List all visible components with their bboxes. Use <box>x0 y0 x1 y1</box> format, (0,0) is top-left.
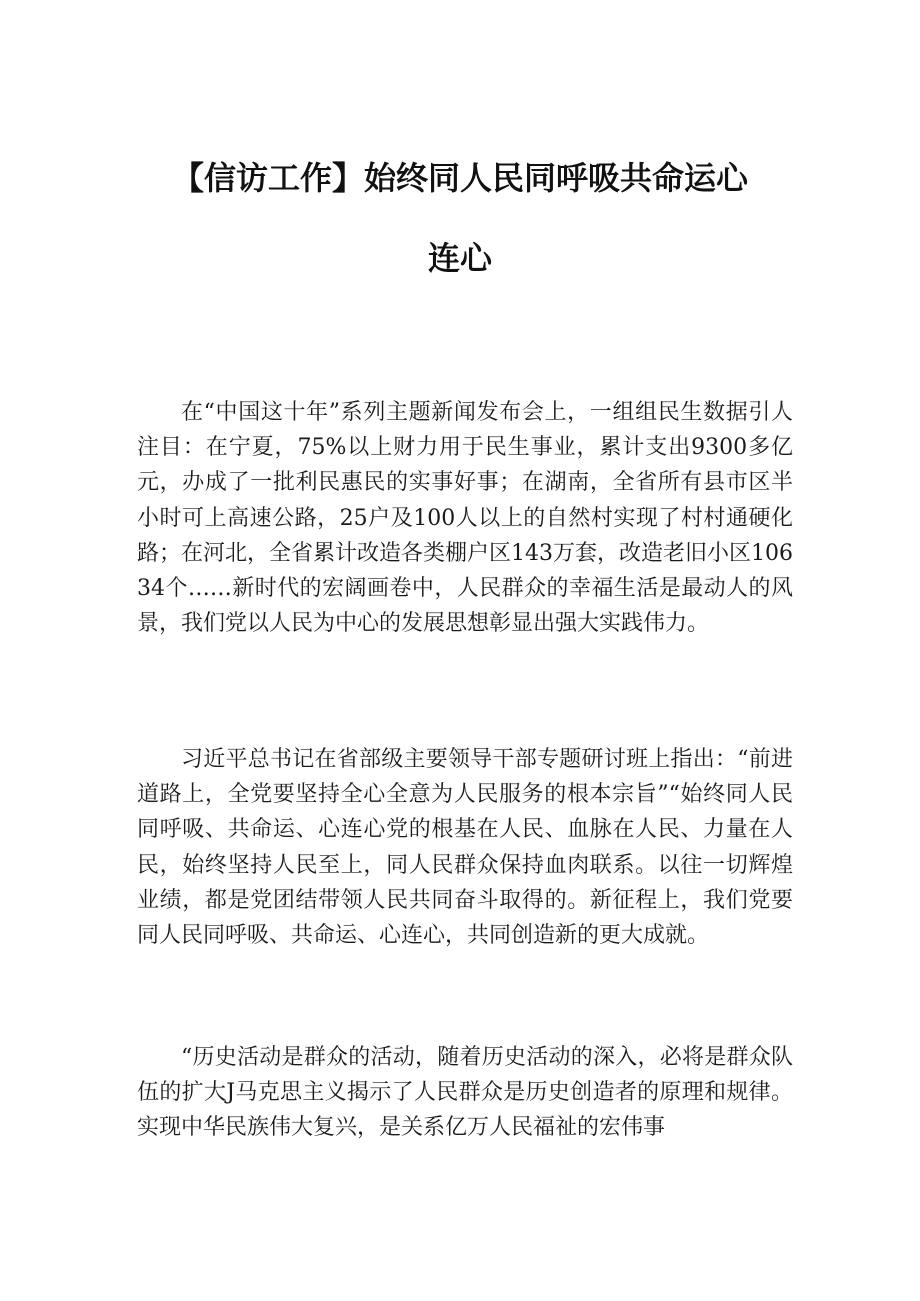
document-title-line-1: 【信访工作】始终同人民同呼吸共命运心 <box>171 159 748 197</box>
document-title-line-2: 连心 <box>427 239 492 277</box>
body-paragraph: 在“中国这十年”系列主题新闻发布会上，一组组民生数据引人注目：在宁夏，75%以上财力用于民生事业，累计支出9300多亿元，办成了一批利民惠民的实事好事；在湖南，全省所有县市区半小时可上高速公路，25户及100人以上的自然村实现了村村通硬化路；在河北，全省累计改造各类棚户区143万套，改造老旧小区10634个……新时代的宏阔画卷中，人民群众的幸福生活是最动人的风景，我们党以人民为中心的发展思想彰显出强大实践伟力。 <box>137 400 793 637</box>
body-paragraph: “历史活动是群众的活动，随着历史活动的深入，必将是群众队伍的扩大J马克思主义揭示了人民群众是历史创造者的原理和规律。实现中华民族伟大复兴，是关系亿万人民福祉的宏伟事 <box>137 1045 793 1141</box>
body-paragraph: 习近平总书记在省部级主要领导干部专题研讨班上指出：“前进道路上，全党要坚持全心全意为人民服务的根本宗旨”“始终同人民同呼吸、共命运、心连心党的根基在人民、血脉在人民、力量在人民，始终坚持人民至上，同人民群众保持血肉联系。以往一切辉煌业绩，都是党团结带领人民共同奋斗取得的。新征程上，我们党要同人民同呼吸、共命运、心连心，共同创造新的更大成就。 <box>137 747 793 949</box>
